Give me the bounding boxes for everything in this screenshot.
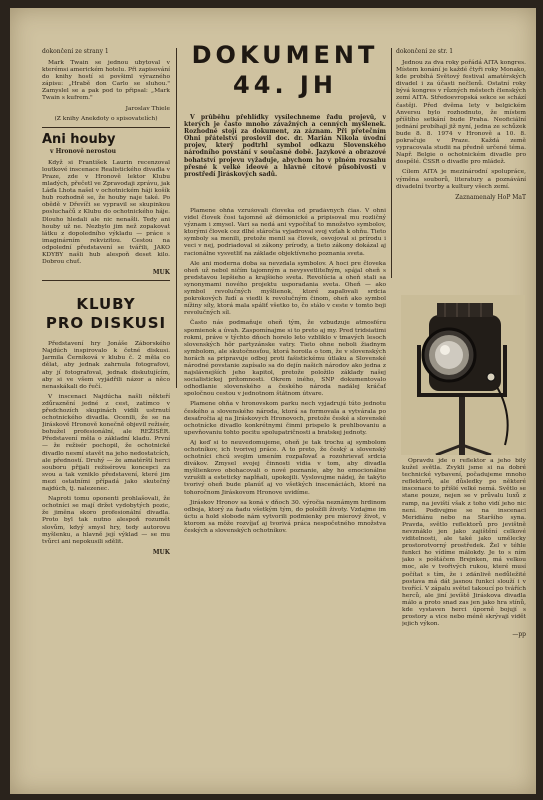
right-column-bottom xyxy=(402,458,526,788)
aita-paragraph: Cílem AITA je mezinárodní spolupráce, výměna souborů, literatury a poznávání divadelní tvorby a kultury všech zemí. xyxy=(396,169,526,190)
page-title-line2: 44. JH xyxy=(233,71,337,99)
spotlight-photo xyxy=(401,295,525,455)
intro-paragraph: V průběhu přehlídky vysílechneme řadu projevů, v kterých je často mnoho závažných a cenných myšlenek. Rozhodně stojí za dokument, za záznam. Při přetečním Ohni přátelství proslovil doc. dr. Marián Nikola úvodní projev, který podtrhl symbol odkazu Slovenského národního povstání v současné době. Jazykové a obrazové bohatství projevu vyžaduje, abychom ho v plném rozsahu přesné k velké ideové a hlavně citové působivosti v prostředí Jiráskových sadů. xyxy=(184,114,386,178)
aita-signature: Zaznamenaly HoP MaT xyxy=(455,193,526,201)
page-title-line1: DOKUMENT xyxy=(191,41,379,69)
twain-author: Jaroslav Thiele xyxy=(125,105,170,112)
spotlight-icon xyxy=(401,295,525,455)
ani-houby-title: Ani houby xyxy=(42,131,116,147)
body-paragraph: Plamene ohňa v hronovskom parku nech vyjadrujú túto jednotu českého a slovenského národa, ktorá sa formovala a vytvárala po desaťročia aj na Jiráskovych Hronovoch, pretože české a slovenské ochotnícke divadlo konkrétnymi činmi prispelo k prehlbovaniu a upevňovaniu tohto pocitu spolupatričnosti a bratskej jednoty. xyxy=(184,401,386,436)
continued-label: dokončení ze strany 1 xyxy=(42,48,109,55)
aita-paragraph: Jednou za dva roky pořádá AITA kongres. Místem konání je každé čtyři roky Monako, kde probíhá Světový festival amatérských divadel i za účasti nečlenů. Ostatní roky bývá kongres v různých městech členských zemí AITA. Středoevropská sekce se schází častěji. Před dvěma lety v belgickém Anversu bylo rozhodnuto, že místem příštího setkání bude Praha. Neoficiální jednání probíhají již nyní, jedna ze schůzek bude 8. 8. 1974 v Hronově a 10. 8. pokračuje v Praze. Každá země vypracovala studii na předně určené téma. Např. Belgie o ochotnickém divadle pro dospělé. ČSSR o divadle pro mládež. xyxy=(396,60,526,166)
twain-paragraph: Mark Twain se jednou ubytoval v kterémsi americkém hotelu. Při zapisování do knihy hostí si povšiml výrazného zápisu: „Hrabě don Carlo se sluhou." Zamyslel se a pak pod to připsal: „Mark Twain s kufrem." xyxy=(42,60,170,102)
spotlight-signature: —pp xyxy=(512,631,526,639)
middle-column xyxy=(184,208,386,788)
page-title xyxy=(186,40,384,100)
divider xyxy=(42,127,170,128)
body-paragraph: Plamene ohňa vzrušovali človeka od pradávnych čias. V ohni videl človek čosi tajomné až démonické a pripisoval mu rozličný význam i zmysel. Vari sa nedá ani vypočítať to množstvo symbolov, ktorými človek cez dlhé stáročia vyjadroval svoj vzťah k ohňu. Tieto symboly sa menili, pretože menil sa človek, osvojoval si prírodu i veci v nej, podriadoval si zákony prírody, a tieto zákony dokázal aj racionálne vysvetliť na základe objektívneho poznania sveta. xyxy=(184,208,386,257)
spotlight-paragraph: Opravdu jde o reflektor a jeho bílý kužel světla. Zvykli jsme si na dobré technické vybavení, počadujeme mnoho reflektorů, ale důsledky po některé inscenace to přišlé velké nemá. Světlo se stane pouze, nejen se v průvalu luxů z ramp, na jeviští však z toho vidí jeho nic není. Podivujme se na inscenaci Meridiánu nebo na Staršího syna. Pravda, světlo reflektorů pro jevištně nevznáklo jen jako zajištění celkové viditelnosti, ale také jako umělecky prostorotvorný prostředek. Žel v téhle funkci ho vídíme málokdy. Je to s ním jako s poštáčem Brejnken, má velkou moc, ale v tvořivých rukou, které musí počítat s tím, že i zdánlivě nedůležité postava má dát jasnou funkci slouží i v tvořící. V zápalu světel takoucí po tvářích herců, ale jiní jevíště Jiráskova divadla málo a proto snad zas jen jako hra stínů, kde vystaven herci úporně bojují s prostory a vice nebo méně skrývají vidět jejich výkon. xyxy=(402,458,526,628)
divider xyxy=(42,280,170,281)
ani-houby-signature: MUK xyxy=(152,269,170,277)
kluby-title-line2: PRO DISKUSI xyxy=(45,314,167,333)
body-paragraph: Často nás podmaňuje oheň tým, že vzbudzuje atmosféru spomienok a úvah. Zaspomínajme si to preto aj my. Pred tridsiatimi rokmi, práve v týchto dňoch horelo leto vzbliklo v tmavých lesoch slovenských hôr partyzánske vatry. Tieto ohne neboli žiadnym symbolom, ale skutočnosťou, ktorá horoila o tom, že v slovenských horách sa pripravuje odboj proti fašistickému útlaku a Slovenské národné povstanie zapísalo sa do dejín našich národov ako jedna z najslávnejších jeho kapitol, pretože položilo základy našej socialistickej prítomnosti. Okrem iného, SNP dokumentovalo odhodlanie slovenského a českého národa nadálej kráčať spoločnou cestou v jednotnom štátnom útvare. xyxy=(184,320,386,398)
continued-label: dokončení ze str. 1 xyxy=(396,48,454,55)
newspaper-page xyxy=(10,8,536,794)
body-paragraph: Jiráskov Hronov sa koná v dňoch 30. výročia neznámym hrdinom odboja, ktorý za ňadu všetkým tým, do položili životy. Vzdajme im úctu a hold slobode nám vytvorili podmienky pre mierový život, v ktorom sa môže rozvíjať aj tvorivá práca nespočetného množstva českých a slovenských ochotníkov. xyxy=(184,499,386,535)
kluby-paragraph: Představení hry Jonáše Záborského Najdúch inspirovalo k četné diskusi. Jarmila Černíková v klubu č. 2 měla co dělat, aby jednak zahrnula fotografovi, aby jí fotografoval, jednak diskutujícím, aby si ve všem vyjádřili názor a něco nenaskákali do řečí. xyxy=(42,341,170,390)
left-column xyxy=(42,48,170,788)
kluby-paragraph: Naproti tomu oponenti prohlašovali, že ochotníci se mají držet vydobytých pozic, že jiměna skoro profesionální divadla. Proto byl tak nutno alespoň rozumět slovům, kdyý smysl hry, tedy autorovu myšlenku, a hlavně její výklad — se mu tvůrci ani nepokusili sdělit. xyxy=(42,496,170,545)
body-paragraph: Ale ani moderna doba sa nevzdala symbolov. A hoci pre človeka oheň už nebol ničím tajomným a nevysvetliteľným, spájal oheň s predstavou lepšieho a krajšieho sveta. Revolúcia a oheň stali sa synonymami nového projektu usporadania sveta. Oheň — ako symbol revolučných myšlienok, ktoré zapaľovali srdcia pokrokových ľudí a viedli k revolučným činom, oheň ako symbol nížiny síly, ktorá mala spáliť všetko to, čo stálo v ceste v tomto boji revolučných síl. xyxy=(184,260,386,317)
twain-source: (Z knihy Anekdoty o spisovatelích) xyxy=(54,115,158,122)
kluby-signature: MUK xyxy=(152,548,170,556)
ani-houby-paragraph: Když si František Laurin recenzoval loutkové inscenace Realistického divadla v Praze, zde v Hronově lektor Klubu mladých, přečetl ve Zpravodaji zprávu, jak Láďa Lhota našel v ochotnickém háji košík hub rozhodně se, že houby naje také. Po obědě v Dřevíči se vypravil se skupinkou posluchačů z Klubu do ochotnického háje. Dlouho hledali ale nic nenašli. Tedy ani houby už ne. Nezbylo jim než zopakovat látku z dopoledního výkladu — práce s imaginárním rekvizitou. Cestou na odpolední představení se tvářili, JAKO KDYBY našli hub alespoň deset kilo. Dobrou chuť. xyxy=(42,159,170,266)
column-separator xyxy=(176,48,177,388)
right-column-top xyxy=(396,48,526,288)
kluby-title-line1: KLUBY xyxy=(76,295,136,314)
body-paragraph: Aj keď si to neuvedomujeme, oheň je tak trochu aj symbolom ochotníkov, ich tvorivej práce. A to preto, že český a slovenský ochotníci chcú svojim umením rozpaľovať a rozohrievať srdcia divákov. Zmysel svojej činnosti vidia v tom, aby divadla myšlienkovo obohacovali o nové poznanie, aby ho emocionálne vzrušili a esteticky napĺňali, upokojili. Vyslovujme nádej, že takýto tvorivý oheň bude planúť aj vo všetkých inscenáciách, ktoré na tohoročnom Jiráskovom Hronove uvidíme. xyxy=(184,439,386,496)
ani-houby-subtitle: v Hronově nerostou xyxy=(50,147,117,155)
column-separator xyxy=(391,48,392,278)
intro-block xyxy=(184,114,386,206)
kluby-title xyxy=(42,295,170,333)
kluby-paragraph: V inscenaci Najdúcha našli někteří zdůraznění jedné z cest, zatímco v předchozích skupinách vidíli ustrnutí ochotnického divadla. Ocenili, že se na Jiráskově Hronově konečně objevil režisér, bohužel profesionální, ale REŽISÉR. Představení měla o základní kladu. První — že režisér pochopil, že ochotnické divadlo nesmí stavět na jeho nedostatcích, ale předností. Druhý — že amatérští herci souboru přijali režisérovu koncepci za svou a tak vzniklo představení, které jim mezi ostatními případá jako skutečný najdúch, tj. nalezenec. xyxy=(42,393,170,493)
